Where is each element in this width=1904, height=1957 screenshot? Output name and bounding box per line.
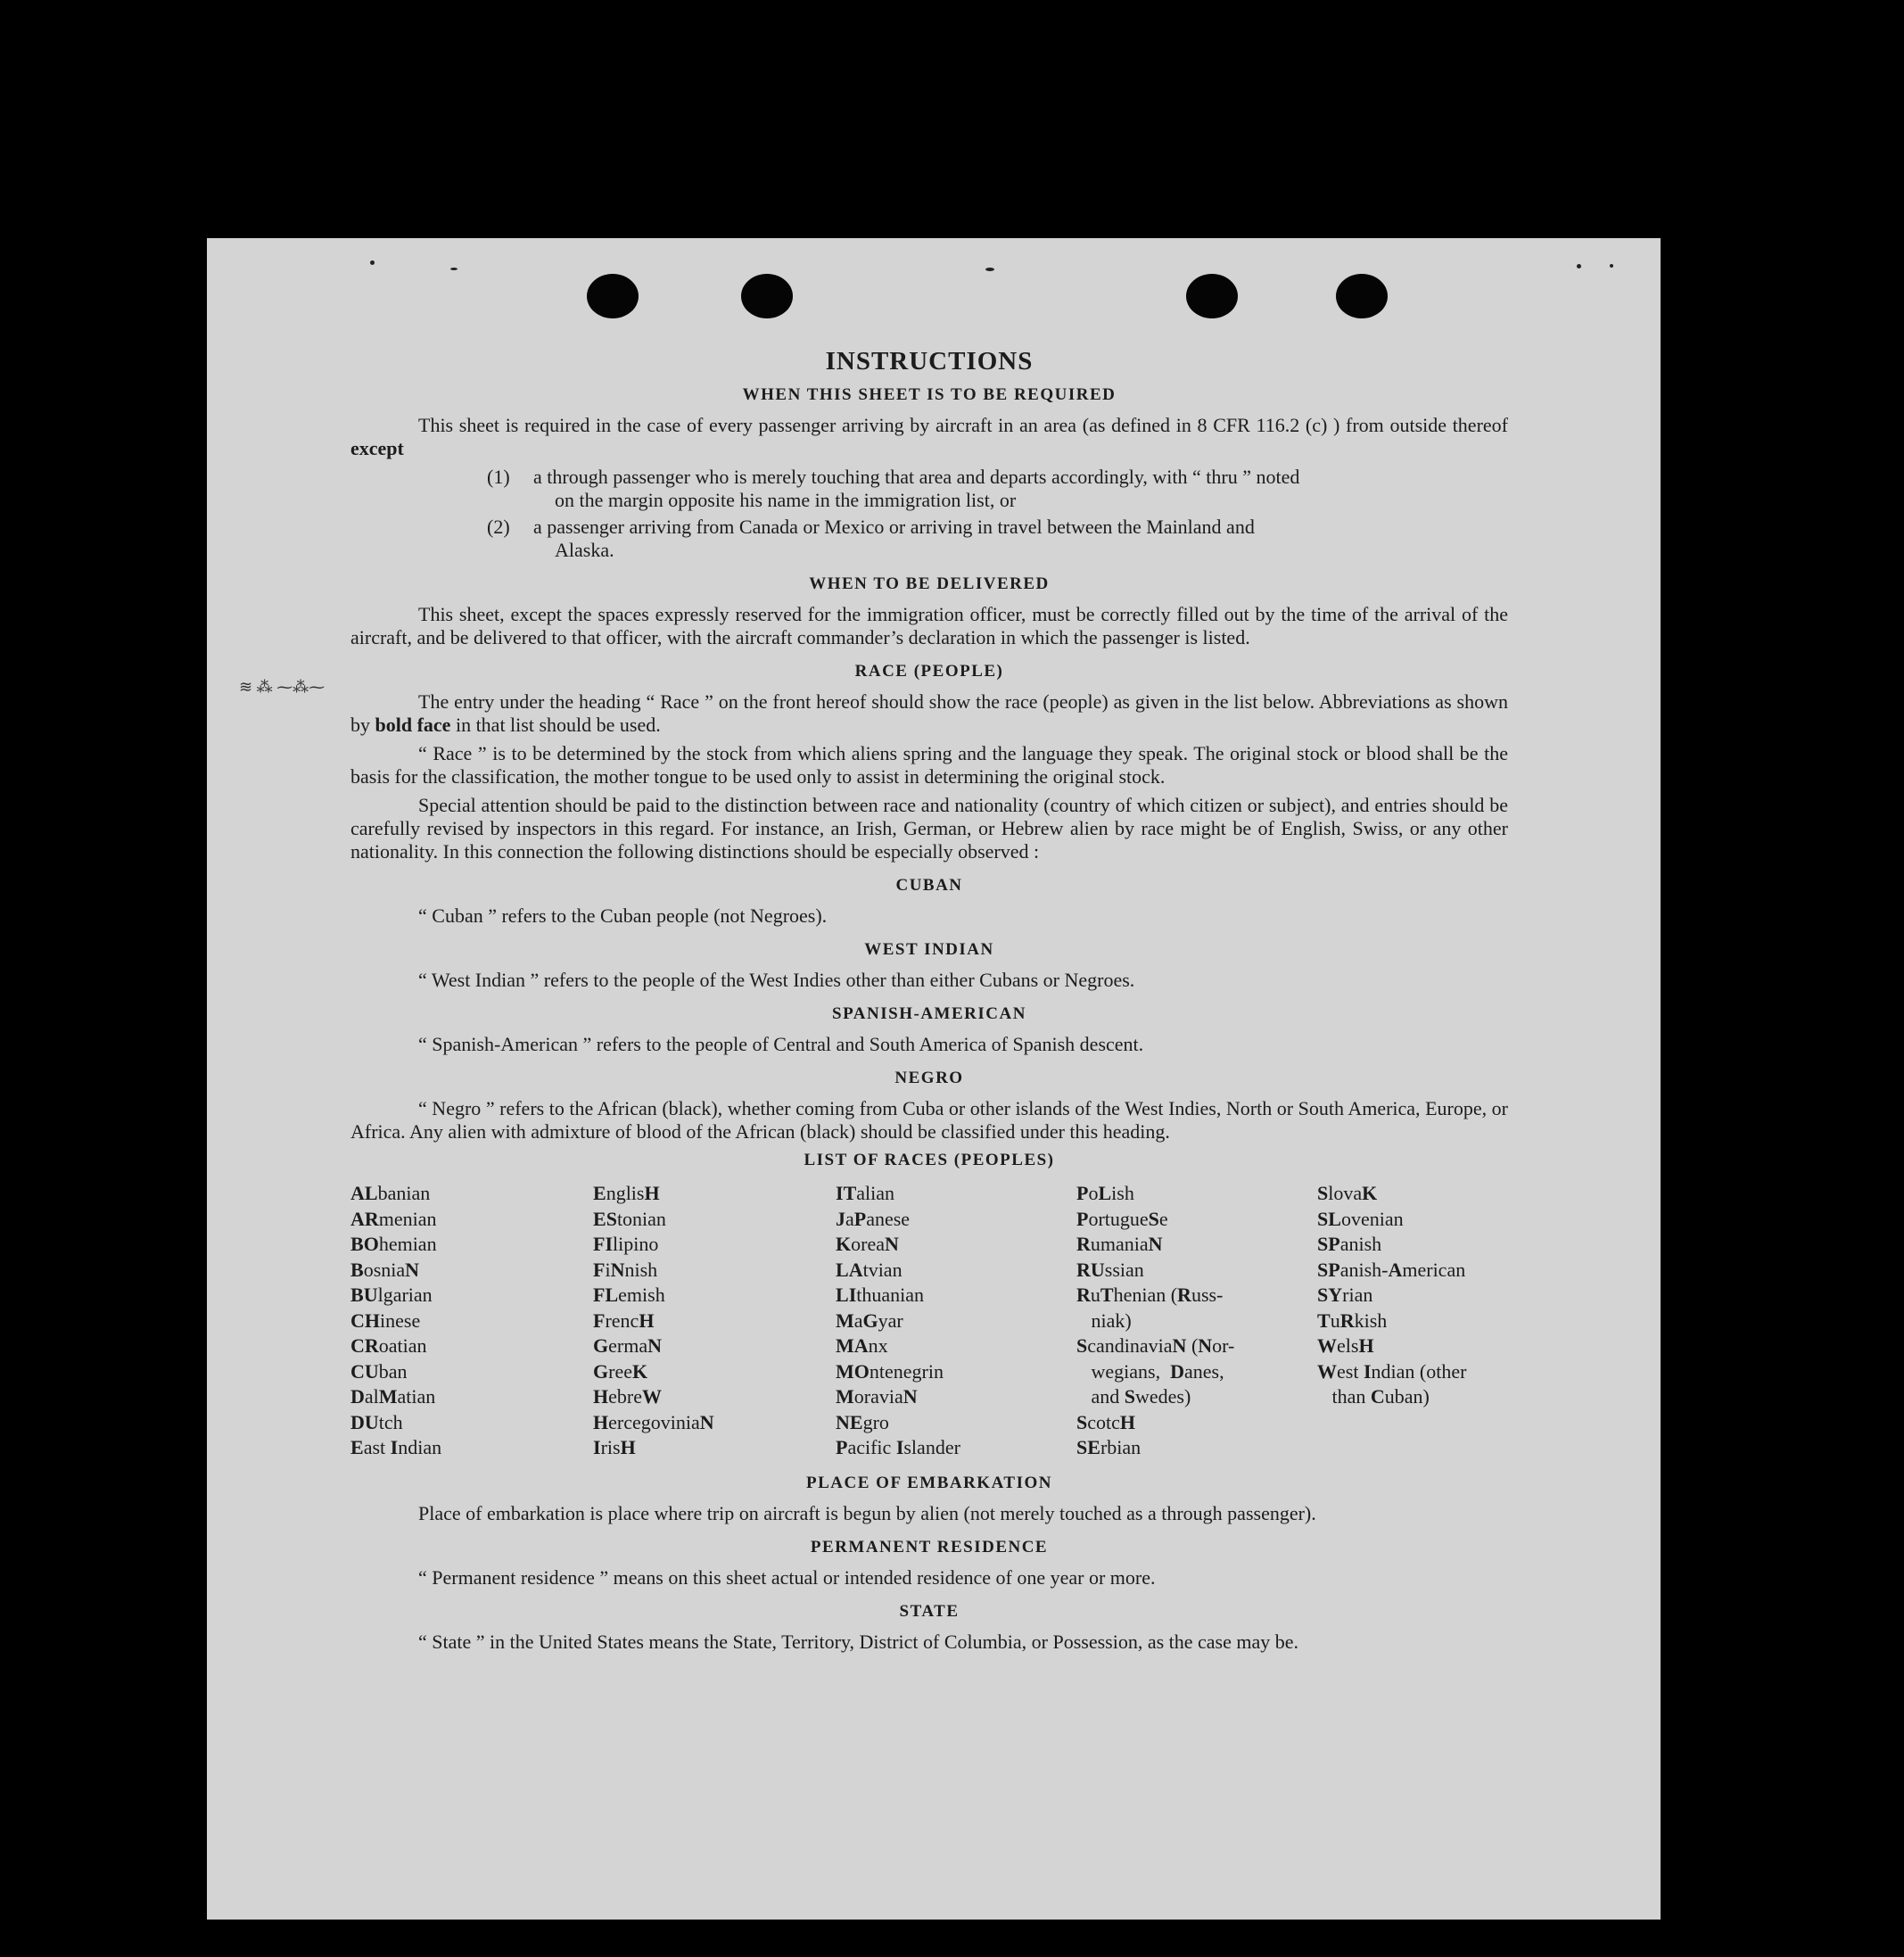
race-list-item: DalMatian: [350, 1385, 436, 1408]
heading-required: WHEN THIS SHEET IS TO BE REQUIRED: [742, 385, 1117, 404]
race-list-item: WelsH: [1317, 1334, 1374, 1357]
heading-residence: PERMANENT RESIDENCE: [810, 1537, 1049, 1557]
heading-list-of-races: LIST OF RACES (PEOPLES): [804, 1151, 1055, 1169]
race-paragraph-3: Special attention should be paid to the distinction between race and nationality (country of which citizen or subject), and entries should be carefully revised by inspectors in this regard. For instance, an Irish, German, or Hebrew alien by race might be of English, Swiss, or any other nationality. In this connection the following distinctions should be especially observed :: [350, 794, 1508, 863]
race-list-item: KoreaN: [836, 1233, 899, 1255]
embarkation-text: Place of embarkation is place where trip on aircraft is begun by alien (not merely touched as a through passenger).: [418, 1501, 1316, 1524]
race-list-item: ARmenian: [350, 1207, 437, 1230]
speck-mark: [1610, 264, 1613, 268]
race-list-item: CRoatian: [350, 1334, 427, 1357]
spanish-american-text: “ Spanish-American ” refers to the people of Central and South America of Spanish descent.: [418, 1033, 1144, 1055]
race-list-item: SlovaK: [1317, 1182, 1378, 1204]
race-list-item: BUlgarian: [350, 1284, 433, 1306]
west-indian-text: “ West Indian ” refers to the people of the West Indies other than either Cubans or Negroes.: [418, 969, 1135, 991]
race-list-item: RumaniaN: [1076, 1233, 1163, 1255]
speck-mark: [985, 268, 994, 271]
race-list-item: MoraviaN: [836, 1385, 918, 1408]
negro-text: “ Negro ” refers to the African (black), whether coming from Cuba or other islands of the West Indies, North or South America, Europe, or Africa. Any alien with admixture of blood of the African (black) should be classified under this heading.: [350, 1097, 1508, 1143]
race-list-item: CHinese: [350, 1309, 421, 1332]
race-list-item: [1317, 1410, 1513, 1436]
race-list-item: GreeK: [593, 1359, 648, 1383]
race-list-item: SErbian: [1076, 1436, 1142, 1458]
race-list-item: FiNnish: [593, 1258, 658, 1281]
race-list-item: ITalian: [836, 1182, 895, 1204]
faint-stamp-mark: ≋ ⁂ ⁓⁂⁓: [239, 678, 326, 696]
heading-cuban: CUBAN: [895, 876, 963, 895]
race-list-item: LAtvian: [836, 1258, 903, 1281]
races-list: [350, 1181, 1508, 1461]
heading-negro: NEGRO: [894, 1069, 964, 1087]
race-list-item: PortugueSe: [1076, 1207, 1168, 1230]
race-list-item: wegians, Danes,: [1076, 1359, 1224, 1383]
race-list-item: [1317, 1435, 1513, 1461]
cuban-text: “ Cuban ” refers to the Cuban people (not Negroes).: [418, 904, 828, 927]
race-list-item: HercegoviniaN: [593, 1410, 714, 1433]
heading-delivered: WHEN TO BE DELIVERED: [809, 574, 1050, 593]
punch-hole: [1186, 274, 1238, 318]
race-list-item: JaPanese: [836, 1207, 911, 1230]
race-list-item: MOntenegrin: [836, 1359, 944, 1383]
race-list-item: RUssian: [1076, 1258, 1144, 1281]
race-list-item: BosniaN: [350, 1258, 420, 1281]
punch-hole: [587, 274, 639, 318]
race-list-item: BOhemian: [350, 1233, 437, 1255]
race-list-item: FrencH: [593, 1309, 655, 1332]
instructions-content: [350, 347, 1508, 1659]
race-list-item: MaGyar: [836, 1309, 903, 1332]
race-list-item: ALbanian: [350, 1182, 431, 1204]
race-paragraph-2: “ Race ” is to be determined by the stock from which aliens spring and the language they speak. The original stock or blood shall be the basis for the classification, the mother tongue to be used only to assist in determining the original stock.: [350, 742, 1508, 788]
heading-west-indian: WEST INDIAN: [864, 940, 994, 959]
race-list-item: ScotcH: [1076, 1410, 1136, 1433]
speck-mark: [370, 260, 375, 265]
race-list-item: FIlipino: [593, 1233, 659, 1255]
heading-race: RACE (PEOPLE): [854, 662, 1004, 681]
race-list-item: TuRkish: [1317, 1309, 1388, 1332]
speck-mark: [1577, 264, 1581, 268]
race-list-item: NEgro: [836, 1410, 889, 1433]
race-list-item: West Indian (other: [1317, 1359, 1467, 1383]
race-list-item: ScandinaviaN (Nor-: [1076, 1334, 1235, 1357]
residence-text: “ Permanent residence ” means on this sheet actual or intended residence of one year or more.: [418, 1565, 1156, 1589]
list-item: (1) a through passenger who is merely touching that area and departs accordingly, with “ thru ” noted on the margin opposite his name in the immigration list, or: [487, 466, 1300, 511]
page-title: INSTRUCTIONS: [825, 347, 1034, 376]
race-list-item: Pacific Islander: [836, 1436, 960, 1458]
race-list-item: East Indian: [350, 1436, 442, 1458]
race-list-item: than Cuban): [1317, 1385, 1430, 1408]
speck-mark: [450, 268, 457, 270]
race-list-item: EnglisH: [593, 1182, 660, 1204]
race-list-item: SPanish: [1317, 1233, 1382, 1255]
race-list-item: DUtch: [350, 1410, 403, 1433]
race-list-item: RuThenian (Russ-: [1076, 1284, 1224, 1306]
punch-hole: [1336, 274, 1388, 318]
race-list-item: FLemish: [593, 1284, 665, 1306]
race-list-item: SYrian: [1317, 1284, 1373, 1306]
race-list-item: GermaN: [593, 1334, 662, 1357]
state-text: “ State ” in the United States means the State, Territory, District of Columbia, or Possession, as the case may be.: [418, 1630, 1299, 1653]
race-list-item: EStonian: [593, 1207, 666, 1230]
heading-state: STATE: [899, 1601, 960, 1621]
race-list-item: HebreW: [593, 1385, 662, 1408]
race-list-item: LIthuanian: [836, 1284, 925, 1306]
race-list-item: IrisH: [593, 1436, 636, 1458]
required-intro: This sheet is required in the case of every passenger arriving by aircraft in an area (as defined in 8 CFR 116.2 (c) ) from outside thereof except: [350, 414, 1508, 459]
race-list-item: and Swedes): [1076, 1385, 1191, 1408]
punch-hole: [741, 274, 793, 318]
race-list-item: SPanish-American: [1317, 1258, 1466, 1281]
race-list-item: SLovenian: [1317, 1207, 1404, 1230]
race-list-item: CUban: [350, 1359, 408, 1383]
race-list-item: MAnx: [836, 1334, 888, 1357]
delivered-text: This sheet, except the spaces expressly reserved for the immigration officer, must be correctly filled out by the time of the arrival of the aircraft, and be delivered to that officer, with the aircraft commander’s declaration in which the passenger is listed.: [350, 603, 1508, 648]
list-item: (2) a passenger arriving from Canada or Mexico or arriving in travel between the Mainland and Alaska.: [487, 516, 1255, 561]
race-list-item: niak): [1076, 1309, 1132, 1332]
race-list-item: PoLish: [1076, 1182, 1134, 1204]
heading-embarkation: PLACE OF EMBARKATION: [806, 1473, 1052, 1492]
heading-spanish-american: SPANISH-AMERICAN: [832, 1004, 1026, 1023]
race-paragraph-1: The entry under the heading “ Race ” on the front hereof should show the race (people) as given in the list below. Abbreviations as shown by bold face in that list should be used.: [350, 690, 1508, 736]
